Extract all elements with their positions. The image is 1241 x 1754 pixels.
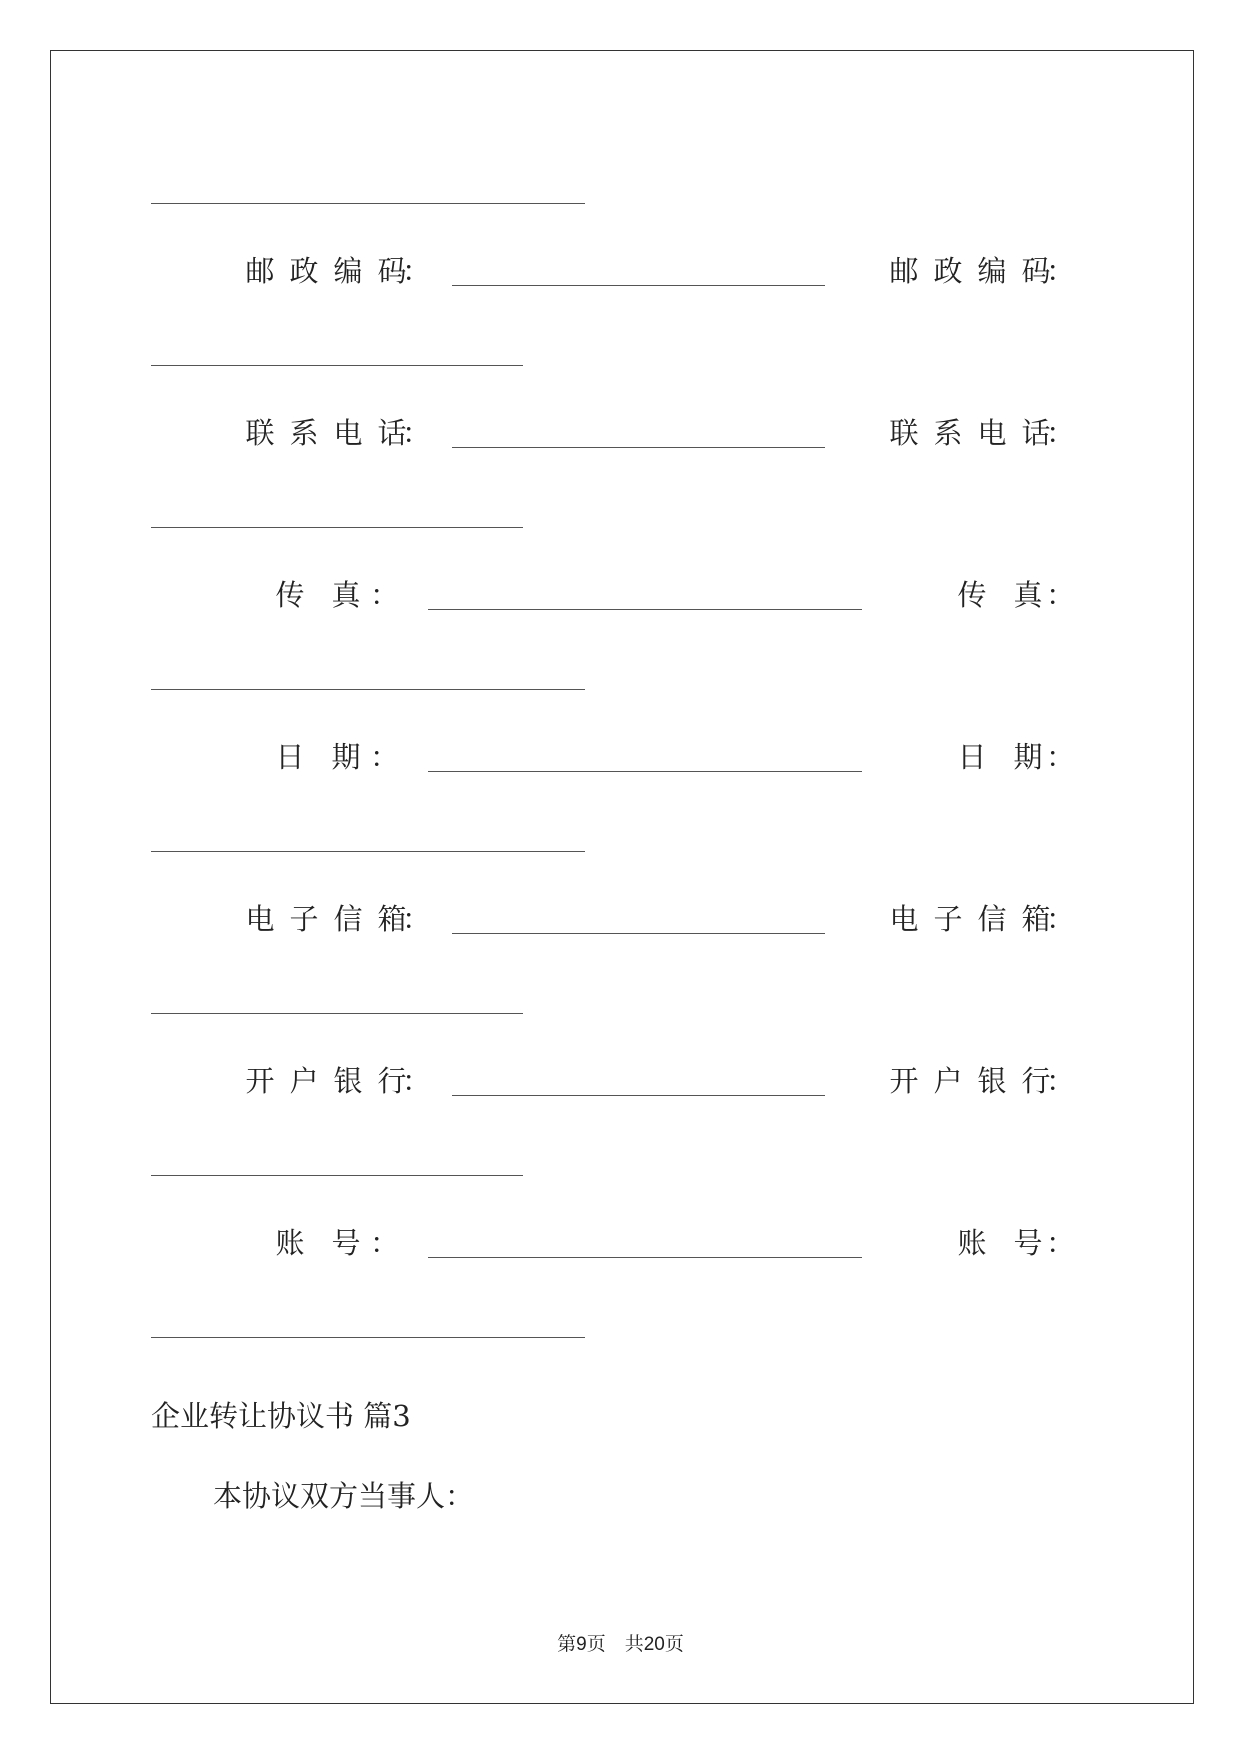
footer-suffix: 页 [664, 1633, 684, 1655]
bank-label-party-b: 开 户 银 行 [889, 1064, 1051, 1098]
fax-label-party-a: 传 真 [275, 578, 361, 612]
colon: ： [402, 416, 432, 450]
phone-label-party-b: 联 系 电 话 [889, 416, 1051, 450]
account-label-party-a: 账 号 [275, 1226, 361, 1260]
page-frame [50, 50, 1194, 1704]
footer-mid: 页 共 [586, 1633, 644, 1655]
date-label-party-b: 日 期 [957, 740, 1043, 774]
colon: ： [402, 254, 432, 288]
section-heading: 企业转让协议书 篇3 [151, 1399, 411, 1433]
colon: ： [1046, 1064, 1076, 1098]
phone-field-party-b[interactable] [151, 527, 523, 528]
phone-label-party-a: 联 系 电 话 [245, 416, 407, 450]
date-field-party-a[interactable] [428, 771, 862, 772]
colon: ： [1046, 416, 1076, 450]
bank-field-party-a[interactable] [452, 1095, 825, 1096]
current-page-number: 9 [576, 1634, 587, 1655]
colon: ： [1046, 740, 1076, 774]
date-field-party-b[interactable] [151, 851, 585, 852]
date-label-party-a: 日 期 [275, 740, 361, 774]
colon: ： [370, 1226, 400, 1260]
postal-code-label-party-b: 邮 政 编 码 [889, 254, 1051, 288]
account-field-party-a[interactable] [428, 1257, 862, 1258]
colon: ： [1046, 902, 1076, 936]
email-label-party-a: 电 子 信 箱 [245, 902, 407, 936]
fax-field-party-b[interactable] [151, 689, 585, 690]
colon: ： [402, 902, 432, 936]
page-footer [0, 1632, 1241, 1657]
parties-paragraph: 本协议双方当事人： [213, 1479, 475, 1513]
footer-prefix: 第 [557, 1633, 577, 1655]
bank-field-party-b[interactable] [151, 1175, 523, 1176]
postal-code-label-party-a: 邮 政 编 码 [245, 254, 407, 288]
bank-label-party-a: 开 户 银 行 [245, 1064, 407, 1098]
colon: ： [1046, 1226, 1076, 1260]
fax-field-party-a[interactable] [428, 609, 862, 610]
blank-line-top[interactable] [151, 203, 585, 204]
fax-label-party-b: 传 真 [957, 578, 1043, 612]
email-field-party-a[interactable] [452, 933, 825, 934]
colon: ： [370, 578, 400, 612]
email-label-party-b: 电 子 信 箱 [889, 902, 1051, 936]
total-pages-number: 20 [643, 1634, 665, 1655]
colon: ： [402, 1064, 432, 1098]
colon: ： [1046, 578, 1076, 612]
email-field-party-b[interactable] [151, 1013, 523, 1014]
account-field-party-b[interactable] [151, 1337, 585, 1338]
colon: ： [370, 740, 400, 774]
postal-code-field-party-b[interactable] [151, 365, 523, 366]
phone-field-party-a[interactable] [452, 447, 825, 448]
postal-code-field-party-a[interactable] [452, 285, 825, 286]
colon: ： [1046, 254, 1076, 288]
account-label-party-b: 账 号 [957, 1226, 1043, 1260]
